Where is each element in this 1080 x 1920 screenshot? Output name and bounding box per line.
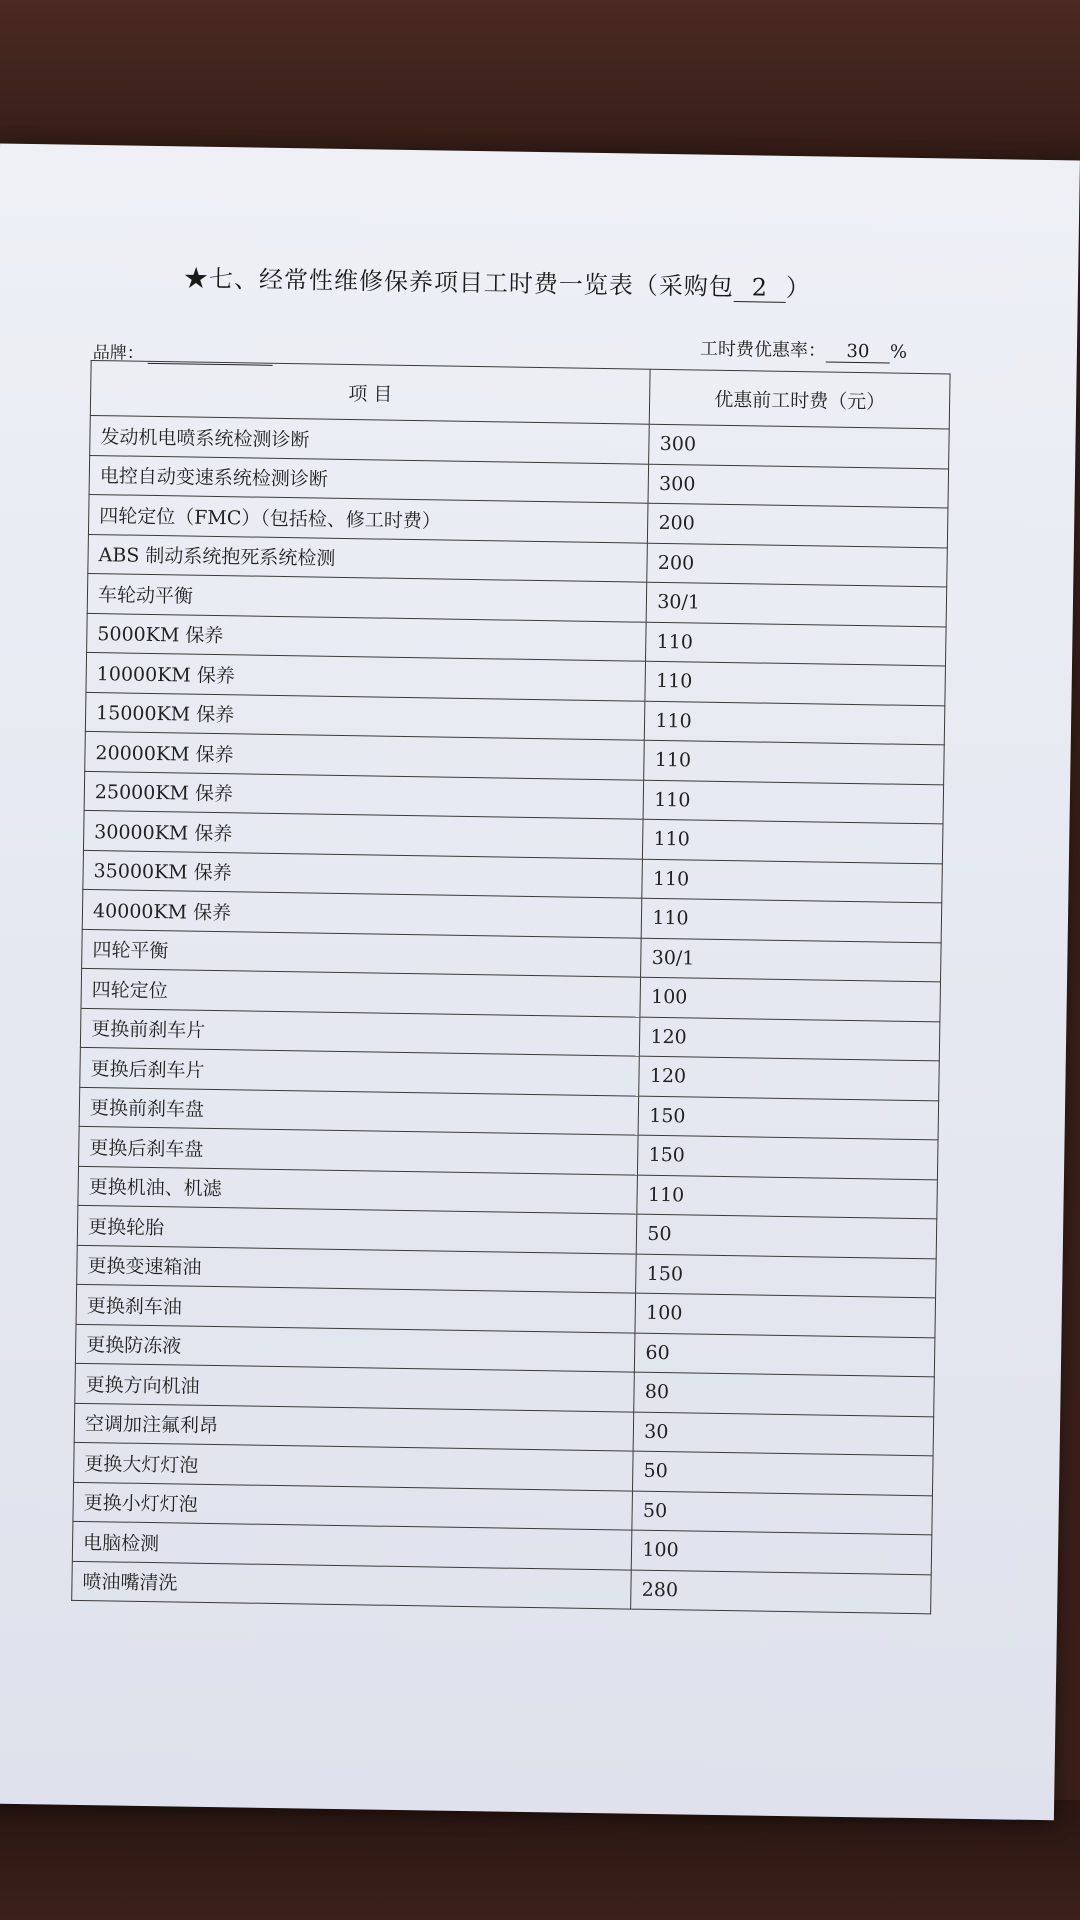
item-cell: 更换大灯灯泡: [74, 1442, 634, 1490]
fee-cell: 110: [642, 859, 942, 903]
item-cell: 四轮定位（FMC）（包括检、修工时费）: [88, 494, 648, 542]
title-suffix: ）: [785, 273, 812, 303]
fee-cell: 200: [647, 543, 947, 587]
item-cell: 更换后刹车片: [80, 1047, 640, 1095]
table-body: [72, 415, 950, 1613]
fee-cell: 110: [637, 1175, 937, 1219]
item-cell: 更换后刹车盘: [79, 1126, 639, 1174]
fee-cell: 110: [642, 898, 942, 942]
item-cell: ABS 制动系统抱死系统检测: [88, 534, 648, 582]
item-cell: 四轮定位: [81, 968, 641, 1016]
fee-cell: 100: [632, 1530, 932, 1574]
item-cell: 更换方向机油: [75, 1363, 635, 1411]
fee-cell: 60: [635, 1333, 935, 1377]
item-cell: 更换机油、机滤: [78, 1166, 638, 1214]
item-cell: 更换防冻液: [75, 1324, 635, 1372]
package-number: 2: [734, 273, 786, 303]
document-page: [0, 144, 1080, 1821]
fee-cell: 30/1: [641, 938, 941, 982]
item-cell: 5000KM 保养: [87, 613, 647, 661]
item-cell: 发动机电喷系统检测诊断: [90, 415, 650, 463]
item-cell: 更换前刹车片: [80, 1008, 640, 1056]
labor-fee-table: [71, 360, 950, 1614]
fee-cell: 110: [645, 661, 945, 705]
fee-cell: 30: [633, 1412, 933, 1456]
item-cell: 更换小灯灯泡: [73, 1482, 633, 1530]
item-cell: 电控自动变速系统检测诊断: [89, 455, 649, 503]
item-cell: 车轮动平衡: [87, 573, 647, 621]
item-cell: 更换变速箱油: [77, 1245, 637, 1293]
item-cell: 10000KM 保养: [86, 652, 646, 700]
item-cell: 40000KM 保养: [82, 889, 642, 937]
fee-cell: 110: [645, 701, 945, 745]
fee-cell: 120: [639, 1056, 939, 1100]
fee-cell: 120: [640, 1017, 940, 1061]
document-title: [184, 258, 811, 303]
fee-cell: 150: [638, 1096, 938, 1140]
header-item: 项 目: [90, 360, 650, 424]
fee-cell: 200: [648, 503, 948, 547]
fee-cell: 100: [635, 1293, 935, 1337]
fee-cell: 110: [646, 622, 946, 666]
fee-cell: 50: [632, 1491, 932, 1535]
item-cell: 35000KM 保养: [83, 850, 643, 898]
item-cell: 空调加注氟利昂: [74, 1403, 634, 1451]
item-cell: 25000KM 保养: [84, 771, 644, 819]
fee-cell: 300: [649, 424, 949, 468]
fee-cell: 150: [636, 1254, 936, 1298]
item-cell: 四轮平衡: [82, 929, 642, 977]
discount-field: [700, 335, 907, 364]
fee-cell: 50: [633, 1451, 933, 1495]
item-cell: 更换刹车油: [76, 1284, 636, 1332]
fee-cell: 100: [640, 977, 940, 1021]
title-prefix: ★七、经常性维修保养项目工时费一览表（采购包: [183, 264, 735, 302]
item-cell: 更换轮胎: [77, 1205, 637, 1253]
fee-cell: 50: [637, 1214, 937, 1258]
item-cell: 30000KM 保养: [83, 810, 643, 858]
fee-cell: 80: [634, 1372, 934, 1416]
item-cell: 更换前刹车盘: [79, 1087, 639, 1135]
item-cell: 电脑检测: [72, 1521, 632, 1569]
fee-cell: 30/1: [646, 582, 946, 626]
item-cell: 15000KM 保养: [85, 692, 645, 740]
brand-label: 品牌：: [92, 343, 144, 364]
fee-cell: 150: [638, 1135, 938, 1179]
item-cell: 喷油嘴清洗: [72, 1561, 632, 1609]
fee-cell: 110: [643, 780, 943, 824]
discount-unit: %: [889, 341, 908, 363]
fee-cell: 110: [643, 819, 943, 863]
fee-cell: 280: [631, 1570, 931, 1614]
fee-cell: 300: [648, 464, 948, 508]
discount-label: 工时费优惠率：: [699, 338, 827, 362]
discount-rate: 30: [826, 341, 890, 364]
fee-cell: 110: [644, 740, 944, 784]
header-fee: 优惠前工时费（元）: [650, 369, 950, 429]
item-cell: 20000KM 保养: [85, 731, 645, 779]
